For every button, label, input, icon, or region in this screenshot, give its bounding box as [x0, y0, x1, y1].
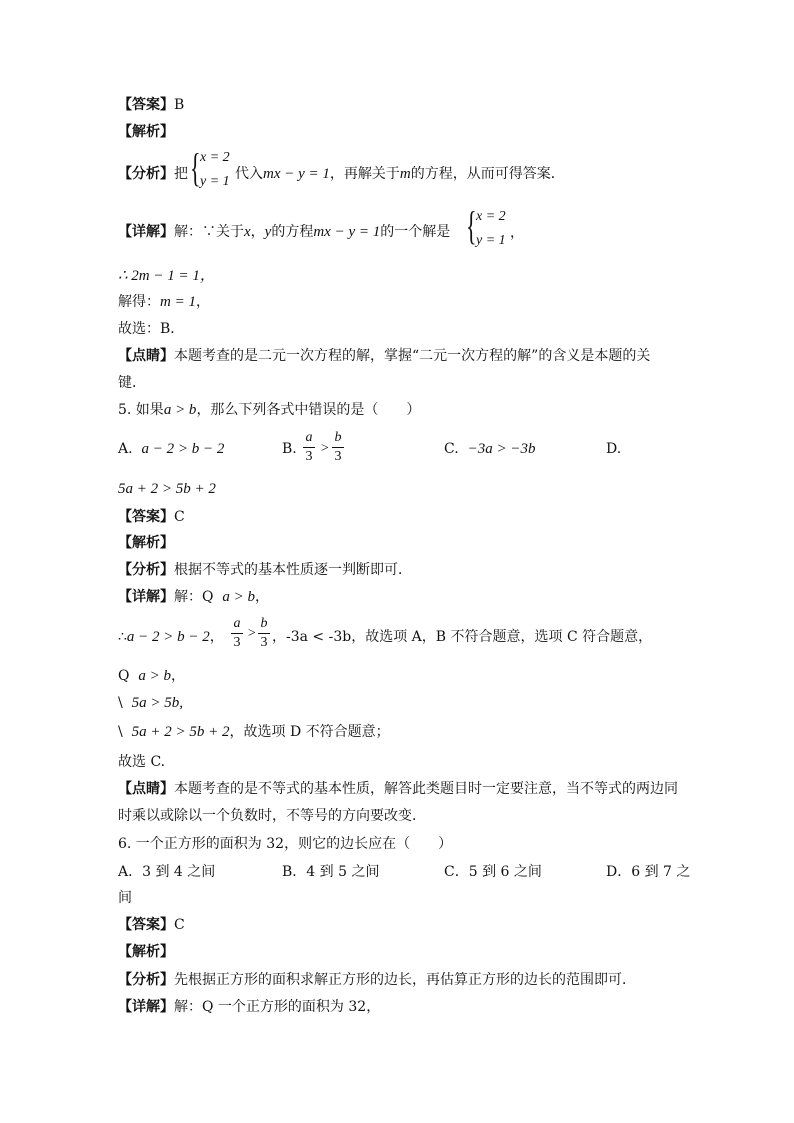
equation: ∴ 2m − 1 = 1，: [118, 268, 215, 284]
q5-option-a: [118, 441, 224, 458]
q5-option-d-label: D.: [606, 441, 622, 457]
q4-dianjing-1: [118, 346, 650, 366]
q5-option-c: [444, 441, 535, 458]
because-symbol: Q: [118, 668, 130, 684]
equation: mx − y = 1: [263, 166, 330, 182]
punct: ，: [209, 629, 224, 645]
equation: a > b: [163, 402, 197, 418]
option-label: A.: [118, 441, 133, 457]
q6-jiexi: 【解析】: [118, 944, 174, 960]
q5-line4: [118, 693, 183, 713]
answer-tag: 【答案】: [118, 509, 174, 525]
equation: mx − y = 1: [313, 224, 381, 240]
q5-choose: 故选 C.: [118, 754, 166, 770]
q5-fenxi: [118, 560, 412, 580]
answer-value: C: [174, 509, 185, 525]
q5-answer: [118, 507, 185, 527]
xiangjie-text: 解：: [174, 999, 202, 1015]
denominator: 3: [305, 449, 313, 464]
system-eq-x: x = 2: [200, 150, 230, 165]
equation: 5a > 5b,: [131, 695, 183, 711]
fenxi-text: ，再解关于: [329, 166, 400, 182]
equation: 5a + 2 > 5b + 2: [131, 724, 230, 740]
answer-value: C: [174, 917, 185, 933]
answer-tag: 【答案】: [118, 917, 174, 933]
xiangjie-tag: 【详解】: [118, 224, 174, 240]
dianjing-text: 本题考查的是二元一次方程的解，掌握“二元一次方程的解”的含义是本题的关: [174, 348, 651, 364]
system-eq-y-2: y = 1: [476, 233, 506, 248]
q4-step1: [118, 266, 215, 286]
q6-fenxi: [118, 970, 636, 990]
because-symbol: Q: [202, 999, 214, 1015]
system-brace: {: [190, 145, 201, 190]
option-label: C.: [444, 441, 459, 457]
fenxi-text: 的方程，从而可得答案．: [410, 166, 565, 182]
xiangjie-text: 的方程: [271, 224, 314, 240]
stem-text: 5. 如果: [118, 402, 164, 418]
q6-option-b: B．4 到 5 之间: [282, 864, 380, 880]
fraction-b-3: [332, 430, 344, 465]
q6-xiangjie: [118, 997, 380, 1017]
equation: m = 1: [160, 294, 196, 310]
xiangjie-text: 解：∵关于: [174, 224, 244, 240]
fenxi-text: 代入: [235, 166, 263, 182]
q4-jiexi: 【解析】: [118, 124, 174, 140]
q5-line2-c: ，-3a < -3b，故选项 A，B 不符合题意，选项 C 符合题意，: [272, 629, 653, 645]
numerator: b: [260, 616, 268, 631]
var-m: m: [399, 166, 411, 182]
gt-sign: >: [247, 626, 257, 641]
q4-xiangjie: [118, 222, 450, 242]
because-symbol: Q: [202, 589, 214, 605]
q4-answer: [118, 95, 184, 115]
q4-step2: [118, 292, 210, 312]
equation: −3a > −3b: [467, 441, 536, 457]
equation: a > b: [138, 668, 172, 684]
step-text: 解得：: [118, 294, 160, 310]
xiangjie-tag: 【详解】: [118, 999, 174, 1015]
denominator: 3: [233, 635, 241, 650]
dianjing-tag: 【点睛】: [118, 348, 174, 364]
q6-stem: 6. 一个正方形的面积为 32，则它的边长应在（ ）: [118, 836, 453, 852]
q4-fenxi-cont: [235, 164, 565, 184]
punct: ，: [255, 589, 270, 605]
q5-xiangjie: [118, 587, 269, 607]
fenxi-text: 把: [174, 166, 188, 182]
numerator: b: [334, 430, 342, 445]
punct: ，: [250, 224, 265, 240]
q6-option-d: D．6 到 7 之: [606, 864, 691, 880]
fenxi-text: 根据不等式的基本性质逐一判断即可．: [174, 562, 412, 578]
punct: ，: [195, 294, 210, 310]
therefore-symbol: \: [118, 695, 123, 711]
q5-option-d: [118, 479, 216, 499]
q5-jiexi: 【解析】: [118, 535, 174, 551]
xiangjie-text: 的一个解是: [380, 224, 451, 240]
fenxi-tag: 【分析】: [118, 972, 174, 988]
q6-option-c: C．5 到 6 之间: [444, 864, 542, 880]
denominator: 3: [260, 635, 268, 650]
answer-value: B: [174, 97, 185, 113]
equation: a > b: [222, 589, 256, 605]
q4-choose: 故选：B．: [118, 321, 185, 337]
q5-dianjing-2: 时乘以或除以一个负数时，不等号的方向要改变．: [118, 808, 426, 824]
q5-line5: [118, 722, 390, 742]
equation: 5a + 2 > 5b + 2: [118, 481, 216, 497]
denominator: 3: [334, 449, 342, 464]
therefore-symbol: \: [118, 724, 123, 740]
q5-stem: [118, 400, 420, 420]
fenxi-tag: 【分析】: [118, 166, 174, 182]
var-y: y: [264, 224, 272, 240]
q5-dianjing-1: [118, 779, 678, 799]
q5-line3: [118, 666, 185, 686]
fraction-a-3: [303, 430, 315, 465]
system-eq-x-2: x = 2: [476, 209, 506, 224]
fenxi-tag: 【分析】: [118, 562, 174, 578]
therefore-symbol: ∴: [118, 629, 127, 645]
numerator: a: [233, 616, 241, 631]
numerator: a: [305, 430, 313, 445]
q5-line2-a: [118, 626, 224, 646]
system-eq-y: y = 1: [200, 174, 230, 189]
xiangjie-text: ，故选项 D 不符合题意；: [229, 724, 390, 740]
q6-option-d-cont: 间: [118, 890, 132, 906]
fraction-b-3-b: [258, 616, 270, 651]
dianjing-tag: 【点睛】: [118, 781, 174, 797]
q6-answer: [118, 915, 185, 935]
fenxi-text: 先根据正方形的面积求解正方形的边长，再估算正方形的边长的范围即可．: [174, 972, 636, 988]
q4-dianjing-2: 键．: [118, 375, 146, 391]
system-brace-2: {: [466, 203, 477, 248]
punct: ，: [171, 668, 186, 684]
xiangjie-tag: 【详解】: [118, 589, 174, 605]
stem-text: ，那么下列各式中错误的是（ ）: [196, 402, 421, 418]
var-x: x: [244, 224, 251, 240]
q5-option-b-label: B.: [282, 441, 297, 457]
dianjing-text: 本题考查的是不等式的基本性质，解答此类题目时一定要注意，当不等式的两边同: [174, 781, 678, 797]
equation: a − 2 > b − 2: [141, 441, 225, 457]
q6-option-a: A．3 到 4 之间: [118, 864, 216, 880]
gt-sign: >: [320, 441, 330, 456]
xiangjie-text: 解：: [174, 589, 202, 605]
xiangjie-text: 一个正方形的面积为 32，: [217, 999, 381, 1015]
answer-tag: 【答案】: [118, 97, 174, 113]
fraction-a-3-b: [231, 616, 243, 651]
q4-fenxi: [118, 164, 188, 184]
equation: a − 2 > b − 2: [126, 629, 210, 645]
punct: ，: [510, 225, 524, 241]
